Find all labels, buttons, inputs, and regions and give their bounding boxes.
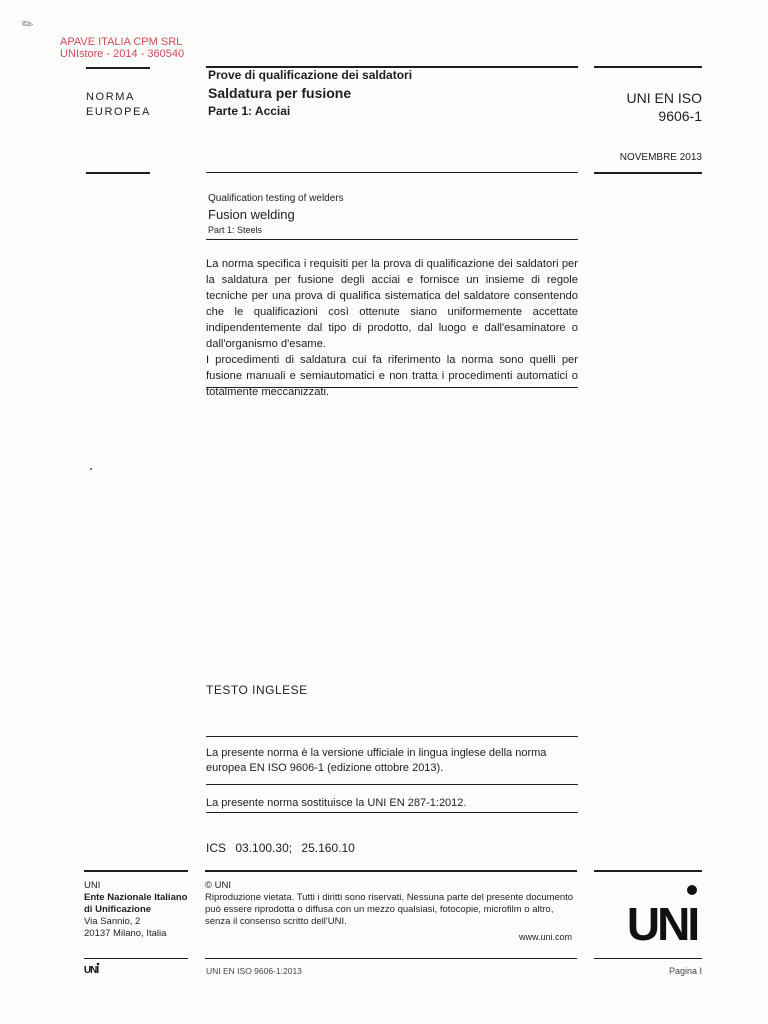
publication-date: NOVEMBRE 2013 — [619, 152, 702, 163]
copyright-block — [205, 880, 577, 928]
europea-line: EUROPEA — [86, 106, 151, 118]
divider-right — [594, 172, 702, 174]
ics-label: ICS — [206, 841, 227, 855]
norma-europea-label — [86, 90, 151, 120]
english-title-rule — [206, 239, 578, 240]
bottom-rule-center — [205, 958, 577, 959]
page-number: Pagina I — [668, 966, 702, 976]
organization-street: Via Sannio, 2 — [84, 916, 141, 927]
italian-part: Parte 1: Acciai — [208, 104, 291, 118]
english-part: Part 1: Steels — [208, 225, 263, 235]
bottom-rule-right — [594, 958, 702, 959]
replaces-note: La presente norma sostituisce la UNI EN 287-1:2012. — [206, 797, 467, 809]
official-version-note: La presente norma è la versione ufficiale in lingua inglese della norma europea EN ISO 9606-1 (edizione ottobre 2013). — [206, 747, 547, 774]
norma-line: NORMA — [86, 91, 135, 103]
uni-logo-text: UNI — [626, 898, 698, 944]
notes-rule-bottom — [206, 812, 578, 813]
footer-standard-code: UNI EN ISO 9606-1:2013 — [206, 966, 302, 976]
organization-line-1: Ente Nazionale Italiano — [84, 892, 188, 903]
organization-name: UNI — [84, 880, 101, 891]
uni-logo — [626, 880, 702, 944]
ics-codes: 03.100.30; 25.160.10 — [235, 841, 355, 855]
website-link[interactable]: www.uni.com — [518, 932, 572, 942]
abstract-rule — [206, 387, 578, 388]
stamp-line-1: APAVE ITALIA CPM SRL — [60, 36, 183, 48]
uni-small-logo-text: UNI — [84, 965, 99, 974]
scan-mark: ✎ — [18, 14, 37, 35]
notes-rule-middle — [206, 784, 578, 785]
italian-title: Saldatura per fusione — [208, 85, 352, 101]
bottom-rule-left — [84, 958, 188, 959]
divider-center — [206, 172, 578, 173]
distributor-stamp — [60, 36, 184, 60]
italian-supertitle: Prove di qualificazione dei saldatori — [208, 68, 413, 82]
divider-left — [86, 172, 150, 174]
scan-speck — [90, 468, 92, 470]
copyright-mark: © UNI — [205, 880, 231, 891]
uni-small-logo — [84, 962, 100, 974]
header-rule-right — [594, 66, 702, 68]
copyright-text: Riproduzione vietata. Tutti i diritti sono riservati. Nessuna parte del presente documento può essere riprodotta o diffusa con un mezzo qualsiasi, fotocopie, microfilm o altro, senza il consenso scritto dell'UNI. — [205, 892, 574, 927]
abstract — [206, 256, 578, 400]
organization-city: 20137 Milano, Italia — [84, 928, 167, 939]
footer-rule-left — [84, 870, 188, 872]
english-supertitle: Qualification testing of welders — [208, 193, 344, 204]
stamp-line-2: UNIstore - 2014 - 360540 — [60, 48, 185, 60]
abstract-paragraph-2: I procedimenti di saldatura cui fa riferimento la norma sono quelli per fusione manuali e semiautomatici e non tratta i procedimenti automatici o totalmente meccanizzati. — [206, 354, 578, 398]
organization-block — [84, 880, 187, 940]
abstract-paragraph-1: La norma specifica i requisiti per la prova di qualificazione dei saldatori per la saldatura per fusione degli acciai e fornisce un insieme di regole tecniche per una prova di qualifica sistematica del saldatore consentendo che le qualificazioni così ottenute siano uniformemente accettate indipendentemente dal tipo di prodotto, dal luogo e dall'esaminatore o dall'organismo d'esame. — [206, 258, 578, 350]
standard-code-number: 9606-1 — [658, 108, 702, 124]
standard-code-prefix: UNI EN ISO — [626, 90, 702, 106]
footer-rule-right — [594, 870, 702, 872]
logo-dot — [687, 885, 697, 895]
ics-classification — [206, 841, 355, 855]
notes-rule-top — [206, 736, 578, 737]
english-title: Fusion welding — [208, 207, 295, 222]
organization-line-2: di Unificazione — [84, 904, 152, 915]
standard-code — [627, 89, 702, 125]
header-rule-left — [86, 67, 150, 69]
language-label: TESTO INGLESE — [206, 683, 308, 697]
footer-rule-center — [205, 870, 577, 872]
